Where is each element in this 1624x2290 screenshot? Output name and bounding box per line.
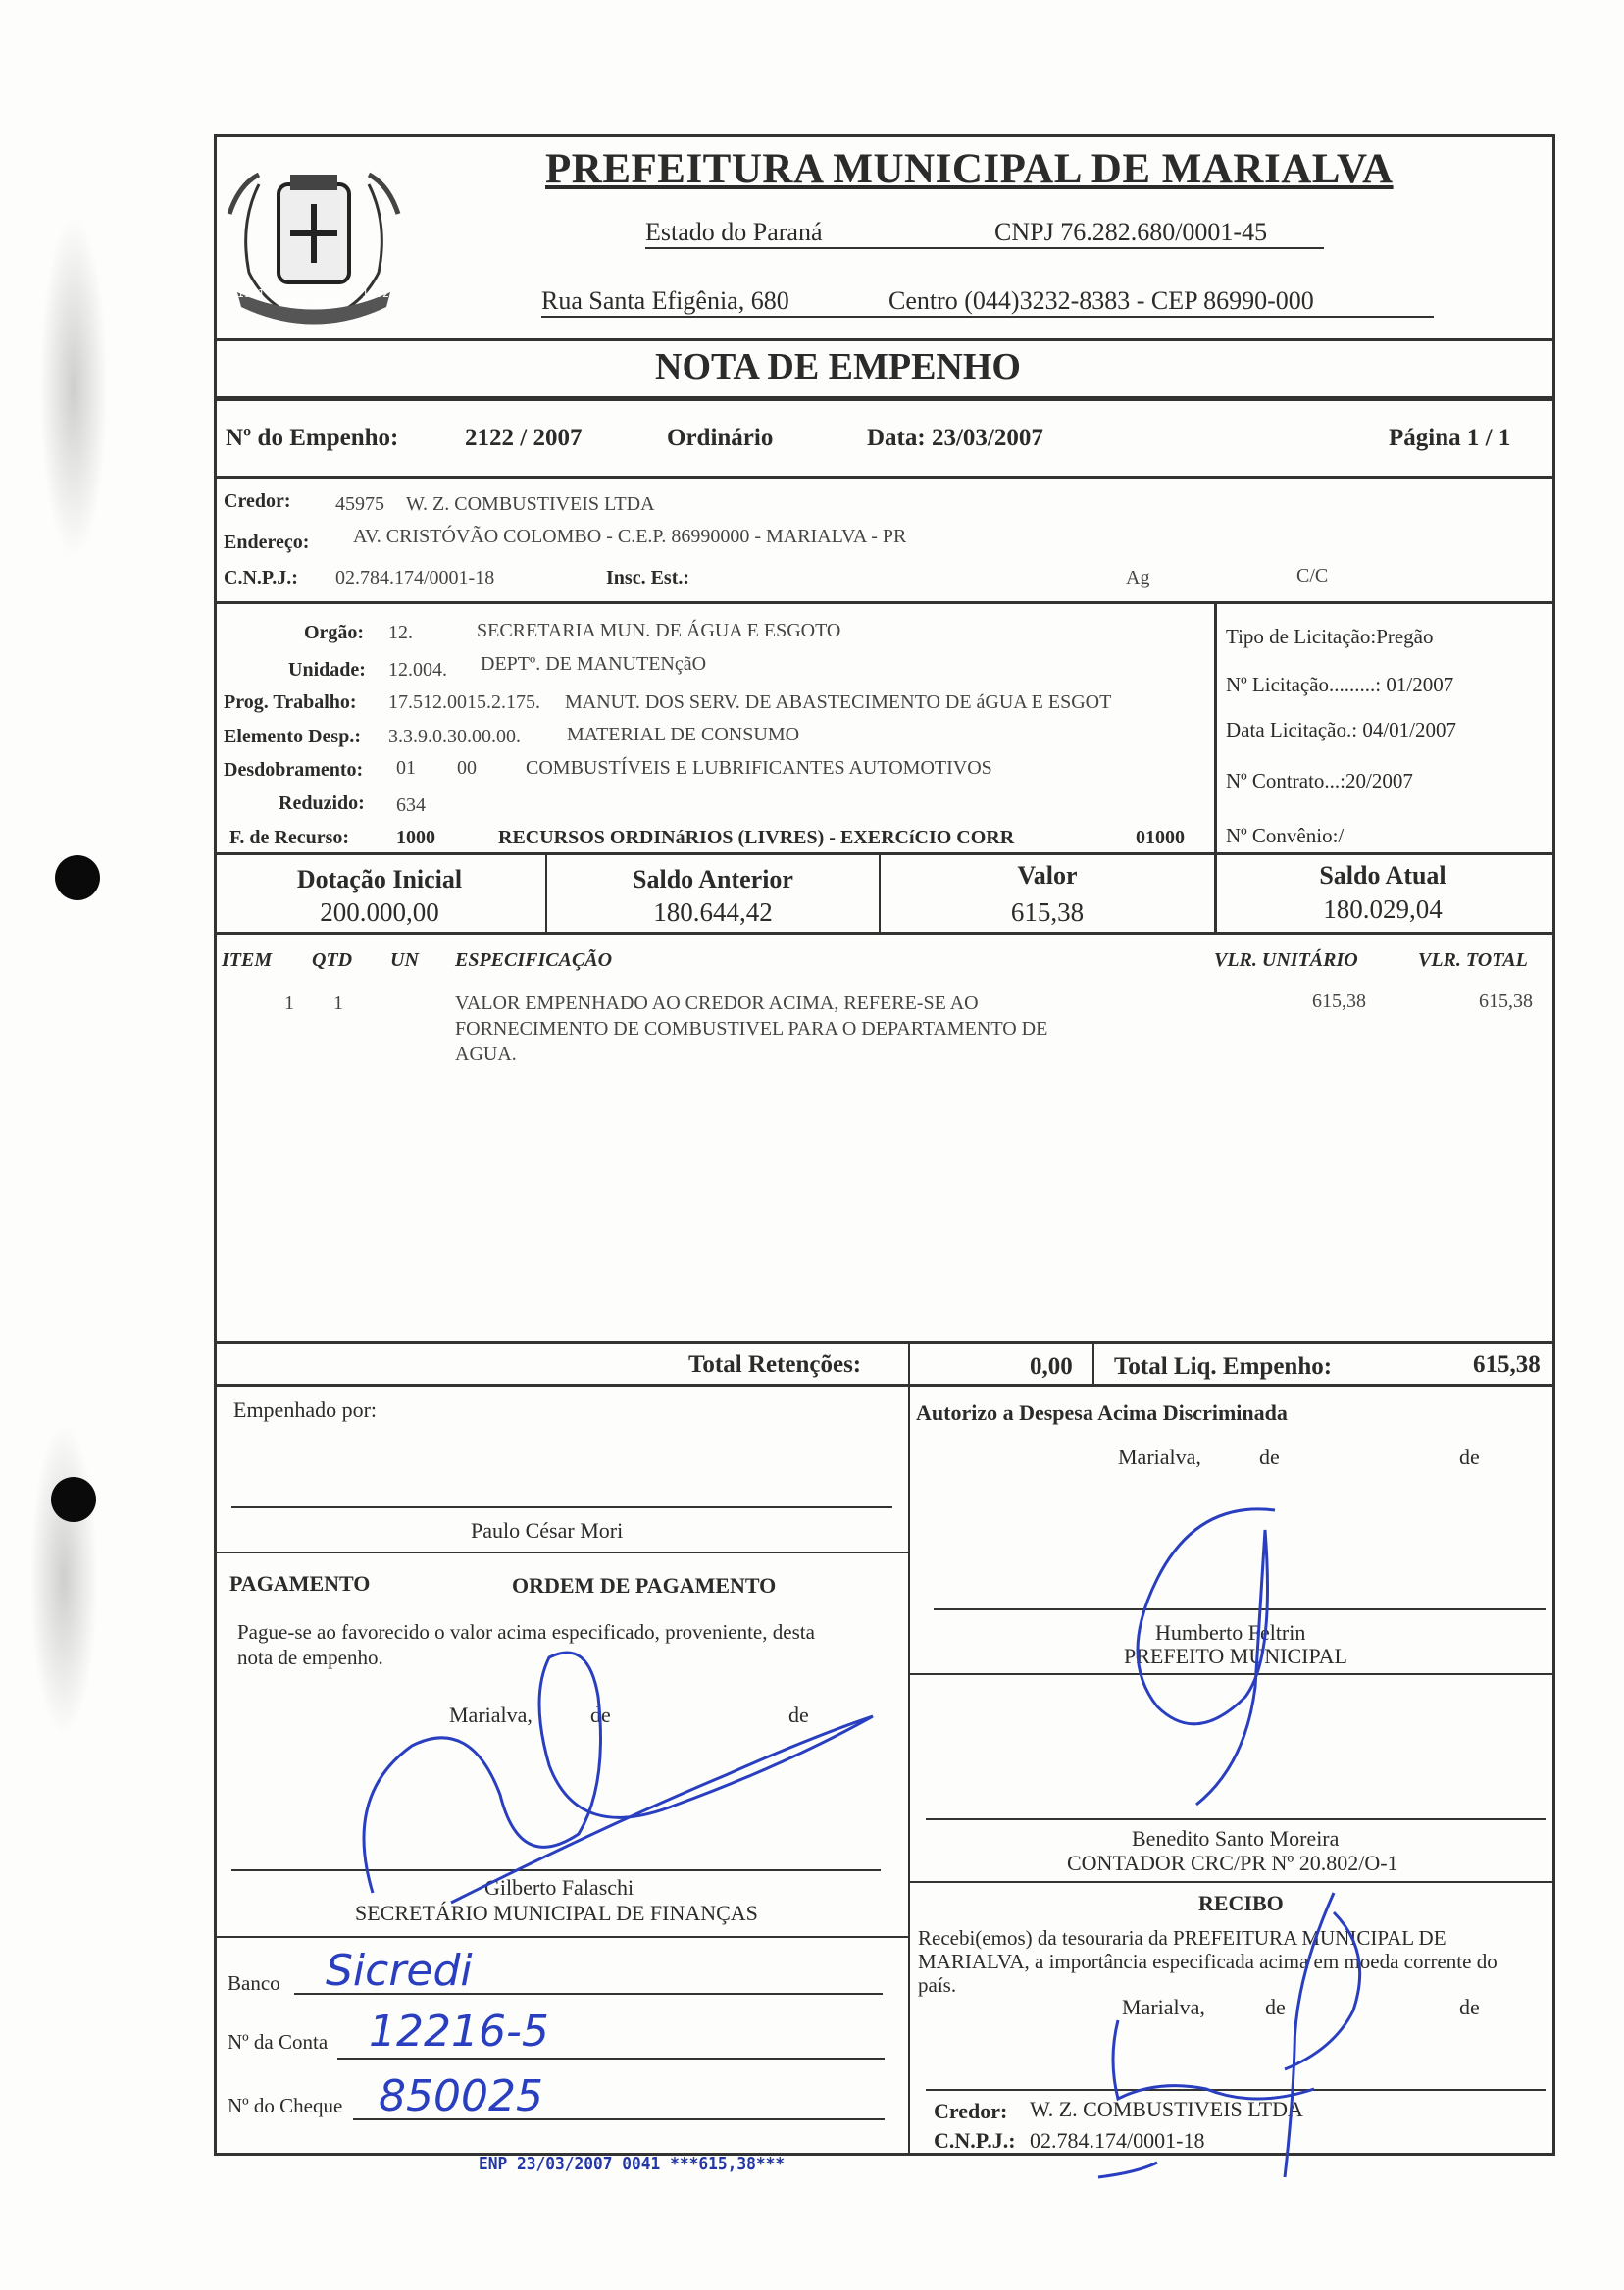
secretario-name: Gilberto Falaschi <box>484 1875 634 1900</box>
recibo-place: Marialva, <box>1122 1995 1205 2019</box>
orgao-code: 12. <box>388 622 413 643</box>
saldo-atual-label: Saldo Atual <box>1319 861 1446 890</box>
punch-hole <box>51 1477 96 1522</box>
empenho-number-label: Nº do Empenho: <box>226 425 399 451</box>
reduzido-value: 634 <box>396 794 426 816</box>
autorizo-place: Marialva, <box>1118 1445 1201 1469</box>
column-header-un: UN <box>390 949 419 971</box>
prog-trabalho-label: Prog. Trabalho: <box>224 691 357 713</box>
crest-banner-text: MARIALVA <box>279 295 342 310</box>
recibo-credor-value: W. Z. COMBUSTIVEIS LTDA <box>1030 2097 1303 2121</box>
scan-smudge <box>39 216 108 559</box>
desdobramento-code: 01 <box>396 757 416 779</box>
prog-trabalho-code: 17.512.0015.2.175. <box>388 691 540 713</box>
contador-name: Benedito Santo Moreira <box>1132 1826 1340 1851</box>
autorizo-de-2: de <box>1459 1445 1480 1469</box>
valor-label: Valor <box>1017 861 1078 890</box>
street-address: Rua Santa Efigênia, 680 <box>541 286 789 315</box>
recurso-code: 1000 <box>396 827 435 848</box>
recurso-desc: RECURSOS ORDINáRIOS (LIVRES) - EXERCíCIO CORR <box>498 827 1015 848</box>
recurso-label: F. de Recurso: <box>229 827 350 848</box>
prog-trabalho-desc: MANUT. DOS SERV. DE ABASTECIMENTO DE áGUA E ESGOT <box>565 691 1112 713</box>
recurso-code-secondary: 01000 <box>1136 827 1185 848</box>
column-header-qtd: QTD <box>312 949 353 971</box>
saldo-anterior-label: Saldo Anterior <box>633 865 793 893</box>
credor-label: Credor: <box>224 490 291 512</box>
banco-value: Sicredi <box>326 1946 473 1996</box>
data-licitacao: Data Licitação.: 04/01/2007 <box>1226 718 1457 741</box>
reduzido-label: Reduzido: <box>279 792 365 814</box>
item-spec-line: FORNECIMENTO DE COMBUSTIVEL PARA O DEPARTAMENTO DE <box>455 1018 1048 1040</box>
column-header-vlr-unitario: VLR. UNITÁRIO <box>1214 949 1358 971</box>
insc-est-label: Insc. Est.: <box>606 567 690 588</box>
cheque-label: Nº do Cheque <box>228 2094 343 2117</box>
tipo-licitacao: Tipo de Licitação:Pregão <box>1226 625 1434 648</box>
autorizo-label: Autorizo a Despesa Acima Discriminada <box>916 1400 1288 1425</box>
conta-label: Nº da Conta <box>228 2030 329 2054</box>
item-unit-value: 615,38 <box>1312 991 1366 1012</box>
total-liquido-value: 615,38 <box>1473 1351 1541 1378</box>
contador-title: CONTADOR CRC/PR Nº 20.802/O-1 <box>1067 1851 1398 1875</box>
item-total-value: 615,38 <box>1479 991 1533 1012</box>
desdobramento-label: Desdobramento: <box>224 759 364 781</box>
prefeito-title: PREFEITO MUNICIPAL <box>1124 1644 1347 1668</box>
endereco-value: AV. CRISTÓVÃO COLOMBO - C.E.P. 86990000 - MARIALVA - PR <box>353 526 907 547</box>
empenhado-por-signer: Paulo César Mori <box>471 1518 624 1543</box>
pagamento-text-line: nota de empenho. <box>237 1646 383 1669</box>
item-qtd: 1 <box>333 992 343 1014</box>
punch-hole <box>55 855 100 900</box>
cnpj-label: C.N.P.J.: <box>224 567 298 588</box>
endereco-label: Endereço: <box>224 532 310 553</box>
state-name: Estado do Paraná <box>645 218 823 246</box>
pagamento-de-1: de <box>590 1703 611 1727</box>
dotacao-inicial-label: Dotação Inicial <box>296 865 463 893</box>
conta-value: 12216-5 <box>369 2007 549 2057</box>
recibo-cnpj-value: 02.784.174/0001-18 <box>1030 2128 1205 2153</box>
total-retencoes-label: Total Retenções: <box>688 1351 862 1378</box>
column-header-vlr-total: VLR. TOTAL <box>1418 949 1528 971</box>
pagamento-place: Marialva, <box>449 1703 533 1727</box>
recibo-de-1: de <box>1265 1995 1286 2019</box>
item-spec-line: AGUA. <box>455 1043 517 1065</box>
elemento-code: 3.3.9.0.30.00.00. <box>388 726 521 747</box>
crest-year-left: 1951 <box>237 287 265 300</box>
autorizo-de-1: de <box>1259 1445 1280 1469</box>
item-spec-line: VALOR EMPENHADO AO CREDOR ACIMA, REFERE-SE AO <box>455 992 979 1014</box>
saldo-anterior-value: 180.644,42 <box>653 897 773 927</box>
desdobramento-code2: 00 <box>457 757 477 779</box>
secretario-title: SECRETÁRIO MUNICIPAL DE FINANÇAS <box>355 1901 758 1925</box>
cnpj: CNPJ 76.282.680/0001-45 <box>994 218 1268 246</box>
ordem-pagamento-label: ORDEM DE PAGAMENTO <box>512 1573 777 1598</box>
crest-logo <box>220 145 408 331</box>
elemento-desc: MATERIAL DE CONSUMO <box>567 724 800 745</box>
desdobramento-desc: COMBUSTÍVEIS E LUBRIFICANTES AUTOMOTIVOS <box>526 757 992 779</box>
empenho-type: Ordinário <box>667 425 774 451</box>
unidade-code: 12.004. <box>388 659 447 681</box>
elemento-label: Elemento Desp.: <box>224 726 361 747</box>
pagamento-de-2: de <box>788 1703 809 1727</box>
cnpj-value: 02.784.174/0001-18 <box>335 567 495 588</box>
cheque-value: 850025 <box>379 2071 543 2121</box>
pagamento-text-line: Pague-se ao favorecido o valor acima especificado, proveniente, desta <box>237 1620 815 1644</box>
recibo-de-2: de <box>1459 1995 1480 2019</box>
total-retencoes-value: 0,00 <box>1030 1353 1073 1380</box>
orgao-label: Orgão: <box>304 622 365 643</box>
total-liquido-label: Total Liq. Empenho: <box>1114 1353 1333 1380</box>
agencia-label: Ag <box>1126 567 1150 588</box>
recibo-text-line: país. <box>918 1973 957 1997</box>
recibo-credor-label: Credor: <box>934 2099 1008 2123</box>
orgao-desc: SECRETARIA MUN. DE ÁGUA E ESGOTO <box>477 620 841 641</box>
recibo-title: RECIBO <box>1198 1891 1284 1915</box>
conta-corrente-label: C/C <box>1296 565 1329 586</box>
unidade-desc: DEPTº. DE MANUTENçãO <box>481 653 707 675</box>
numero-contrato: Nº Contrato...:20/2007 <box>1226 769 1413 792</box>
unidade-label: Unidade: <box>288 659 366 681</box>
numero-convenio: Nº Convênio:/ <box>1226 824 1345 847</box>
recibo-text-line: MARIALVA, a importância especificada acima em moeda corrente do <box>918 1950 1497 1973</box>
empenhado-por-label: Empenhado por: <box>233 1398 378 1422</box>
page-number: Página 1 / 1 <box>1389 425 1511 451</box>
credor-name: W. Z. COMBUSTIVEIS LTDA <box>406 493 655 515</box>
crest-year-right: 1952 <box>362 287 389 300</box>
scan-smudge <box>29 1422 98 1736</box>
valor-value: 615,38 <box>1010 897 1085 927</box>
credor-code: 45975 <box>335 493 384 515</box>
recibo-text-line: Recebi(emos) da tesouraria da PREFEITURA MUNICIPAL DE <box>918 1926 1446 1950</box>
numero-licitacao: Nº Licitação.........: 01/2007 <box>1226 673 1454 696</box>
banco-label: Banco <box>228 1971 280 1995</box>
column-header-item: ITEM <box>222 949 273 971</box>
recibo-signature <box>1059 1883 1383 2197</box>
prefeito-name: Humberto Feltrin <box>1155 1620 1306 1645</box>
dotacao-inicial-value: 200.000,00 <box>320 897 439 927</box>
empenho-date: Data: 23/03/2007 <box>867 425 1043 451</box>
address-contact: Centro (044)3232-8383 - CEP 86990-000 <box>888 286 1314 315</box>
column-header-especificacao: ESPECIFICAÇÃO <box>455 949 613 971</box>
municipality-title: PREFEITURA MUNICIPAL DE MARIALVA <box>545 146 1394 192</box>
secretario-signature <box>353 1618 883 1932</box>
document-title: NOTA DE EMPENHO <box>655 346 1021 387</box>
empenho-number: 2122 / 2007 <box>465 425 583 451</box>
pagamento-label: PAGAMENTO <box>229 1571 371 1596</box>
machine-stamp: ENP 23/03/2007 0041 ***615,38*** <box>479 2154 786 2174</box>
recibo-cnpj-label: C.N.P.J.: <box>934 2128 1016 2153</box>
item-number: 1 <box>284 992 294 1014</box>
saldo-atual-value: 180.029,04 <box>1323 894 1443 924</box>
prefeito-signature <box>1079 1491 1314 1824</box>
